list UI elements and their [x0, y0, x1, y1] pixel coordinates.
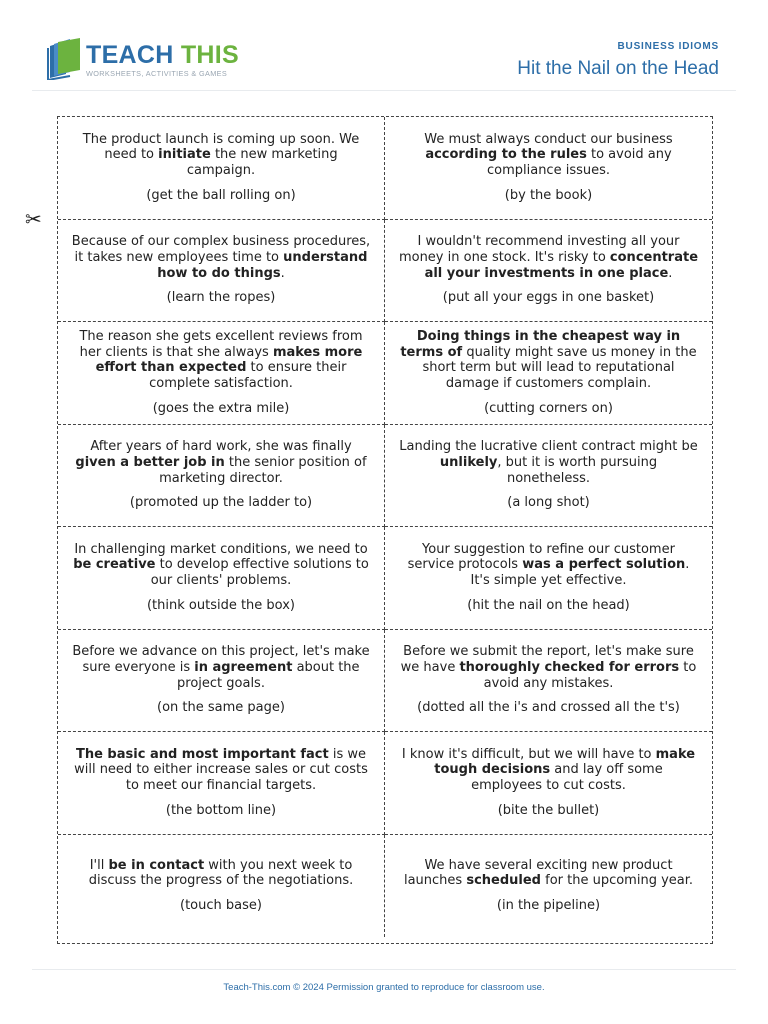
sentence-text: to avoid any mistakes.: [483, 659, 697, 691]
card-sentence: [70, 439, 372, 486]
card-sentence: [70, 644, 372, 691]
idiom-card: [385, 630, 712, 733]
highlighted-phrase: according to the rules: [425, 147, 587, 163]
category-label: BUSINESS IDIOMS: [617, 41, 719, 52]
sentence-text: the new marketing campaign.: [186, 147, 338, 179]
idiom-card: [58, 425, 385, 528]
card-idiom: (put all your eggs in one basket): [442, 290, 655, 306]
card-idiom: (learn the ropes): [166, 290, 276, 306]
footer-divider: [32, 969, 736, 970]
idiom-card: [58, 220, 385, 323]
highlighted-phrase: be creative: [73, 557, 156, 573]
highlighted-phrase: given a better job in: [75, 454, 225, 470]
card-sentence: [70, 747, 372, 794]
card-idiom: (dotted all the i's and crossed all the t's): [417, 700, 680, 716]
idiom-card: [385, 117, 712, 220]
page-title: Hit the Nail on the Head: [517, 58, 719, 79]
card-idiom: (a long shot): [507, 495, 590, 511]
card-idiom: (in the pipeline): [496, 897, 601, 913]
card-sentence: [397, 439, 700, 486]
logo-wordmark: TEACH THIS: [86, 41, 240, 69]
sentence-text: Your suggestion to refine our customer service protocols: [407, 541, 675, 573]
sentence-text: Landing the lucrative client contract might be: [399, 439, 698, 455]
sentence-text: Before we submit the report, let's make sure we have: [400, 644, 694, 675]
card-idiom: (the bottom line): [165, 802, 277, 818]
idiom-card: [385, 220, 712, 323]
sentence-text: We have several exciting new product launches: [403, 857, 673, 889]
sentence-text: I know it's difficult, but we will have to: [401, 746, 656, 762]
card-idiom: (get the ball rolling on): [146, 187, 296, 203]
card-sentence: [70, 542, 372, 589]
sentence-text: about the project goals.: [177, 659, 360, 691]
sentence-text: is we will need to either increase sales or cut costs to meet our financial targets.: [74, 746, 368, 794]
sentence-text: with you next week to discuss the progress of the negotiations.: [88, 857, 354, 889]
sentence-text: We must always conduct our business: [424, 131, 673, 147]
sentence-text: The product launch is coming up soon. We need to: [82, 131, 360, 163]
book-logo-icon: [46, 38, 84, 80]
idiom-card: [385, 425, 712, 528]
sentence-text: The reason she gets excellent reviews from her clients is that she always: [79, 328, 363, 360]
idiom-card: [58, 527, 385, 630]
highlighted-phrase: The basic and most important fact: [75, 746, 329, 762]
card-sentence: [397, 234, 700, 281]
sentence-text: to avoid any compliance issues.: [486, 147, 672, 179]
sentence-text: quality might save us money in the short term but will lead to reputational damage if customers complain.: [422, 344, 697, 391]
card-idiom: (bite the bullet): [497, 802, 600, 818]
sentence-text: .: [668, 265, 673, 281]
card-idiom: (by the book): [504, 187, 593, 203]
idiom-card: [385, 732, 712, 835]
card-sentence: [397, 132, 700, 179]
sentence-text: , but it is worth pursuing nonetheless.: [497, 454, 658, 486]
teach-this-logo: [46, 38, 246, 82]
worksheet-header: [517, 41, 719, 80]
sentence-text: I wouldn't recommend investing all your money in one stock. It's risky to: [398, 234, 680, 265]
idiom-card: [385, 527, 712, 630]
highlighted-phrase: in agreement: [194, 659, 293, 675]
idiom-card: [385, 835, 712, 938]
card-idiom: (touch base): [180, 897, 262, 913]
highlighted-phrase: understand how to do things: [157, 249, 368, 281]
sentence-text: and lay off some employees to cut costs.: [471, 762, 663, 794]
card-sentence: [70, 234, 372, 281]
idiom-card: [58, 835, 385, 938]
highlighted-phrase: makes more effort than expected: [95, 344, 363, 376]
sentence-text: to ensure their complete satisfaction.: [149, 360, 347, 391]
sentence-text: After years of hard work, she was finally: [90, 439, 352, 455]
highlighted-phrase: be in contact: [108, 857, 205, 873]
card-idiom: (think outside the box): [146, 597, 295, 613]
idiom-card: [58, 630, 385, 733]
header-divider: [32, 90, 736, 91]
card-sentence: [70, 132, 372, 179]
sentence-text: I'll: [89, 857, 109, 873]
card-sentence: [397, 644, 700, 691]
sentence-text: Before we advance on this project, let's make sure everyone is: [72, 644, 370, 675]
highlighted-phrase: make tough decisions: [434, 746, 696, 778]
card-sentence: [397, 542, 700, 589]
idiom-card: [385, 322, 712, 425]
idiom-card: [58, 322, 385, 425]
card-sentence: [70, 329, 372, 392]
card-idiom: (hit the nail on the head): [467, 597, 630, 613]
logo-tagline: WORKSHEETS, ACTIVITIES & GAMES: [86, 69, 228, 78]
highlighted-phrase: unlikely: [439, 454, 498, 470]
highlighted-phrase: initiate: [158, 147, 211, 163]
card-idiom: (promoted up the ladder to): [129, 495, 313, 511]
card-sentence: [397, 329, 700, 392]
card-idiom: (on the same page): [157, 700, 285, 716]
card-grid: [57, 116, 713, 944]
sentence-text: to develop effective solutions to our clients' problems.: [150, 557, 369, 589]
idiom-card: [58, 732, 385, 835]
sentence-text: In challenging market conditions, we need to: [74, 541, 368, 557]
sentence-text: for the upcoming year.: [540, 873, 694, 889]
scissors-icon: ✂: [25, 207, 42, 231]
highlighted-phrase: scheduled: [466, 873, 541, 889]
card-sentence: [397, 747, 700, 794]
idiom-card: [58, 117, 385, 220]
footer-copyright: Teach-This.com © 2024 Permission granted to reproduce for classroom use.: [223, 982, 545, 993]
card-sentence: [70, 858, 372, 889]
card-idiom: (cutting corners on): [484, 400, 613, 416]
card-idiom: (goes the extra mile): [152, 400, 290, 416]
highlighted-phrase: Doing things in the cheapest way in terms of: [400, 328, 681, 360]
sentence-text: the senior position of marketing director.: [159, 454, 367, 486]
sentence-text: .: [280, 265, 285, 281]
highlighted-phrase: thoroughly checked for errors: [459, 659, 680, 675]
highlighted-phrase: concentrate all your investments in one place: [424, 249, 699, 281]
sentence-text: Because of our complex business procedures, it takes new employees time to: [71, 234, 371, 265]
highlighted-phrase: was a perfect solution: [522, 557, 686, 573]
card-sentence: [397, 858, 700, 889]
sentence-text: . It's simple yet effective.: [470, 557, 690, 589]
